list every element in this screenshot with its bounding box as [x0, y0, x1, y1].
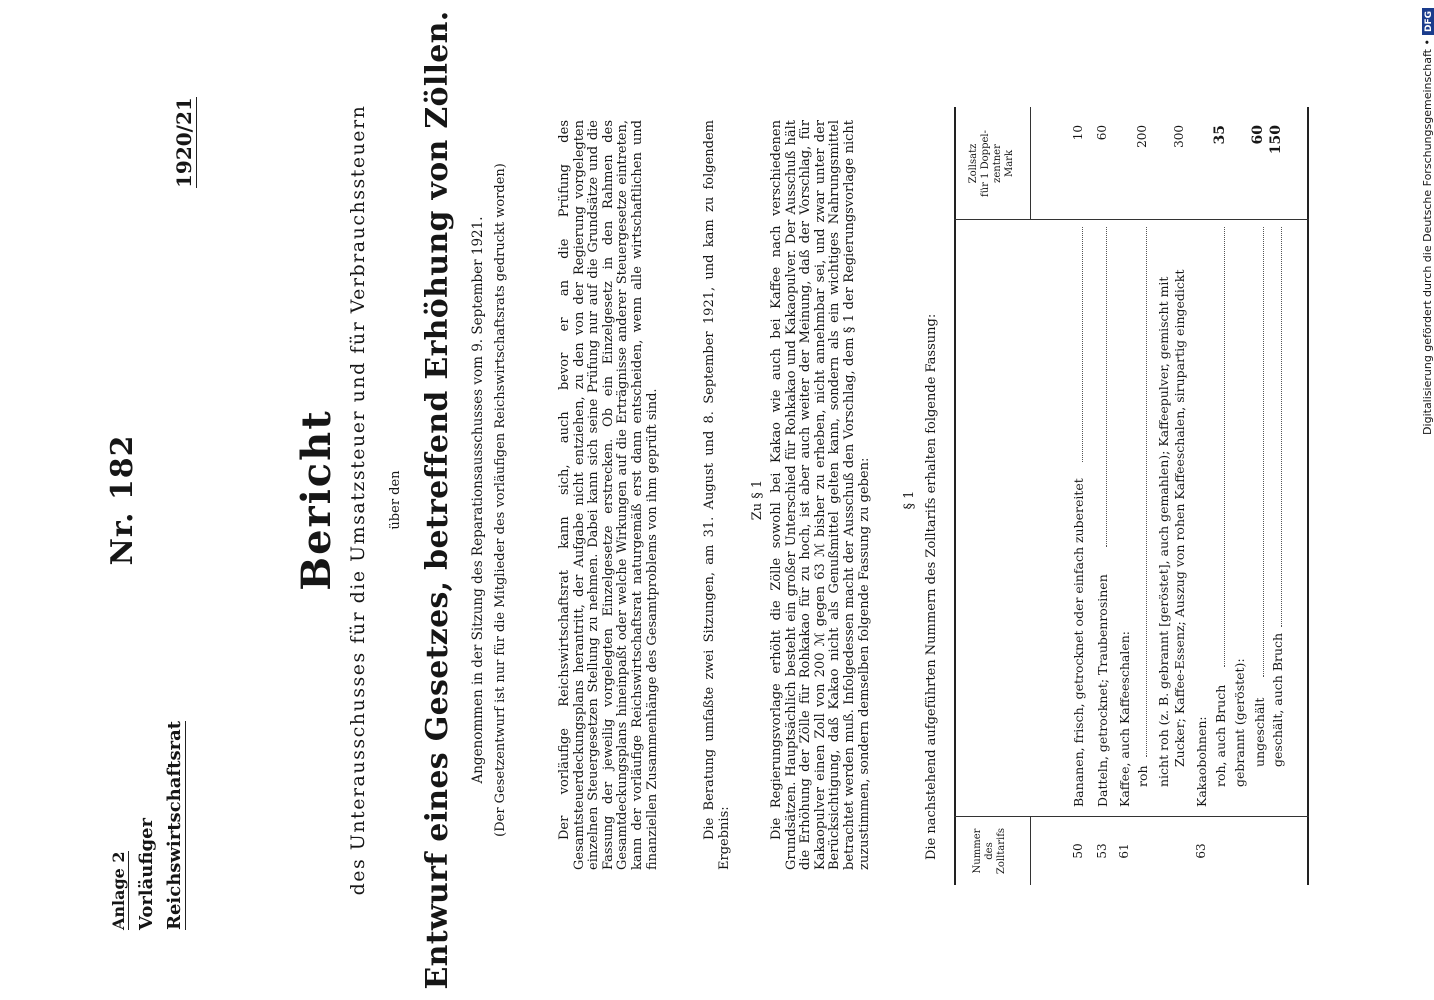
digitization-credit: [1418, 8, 1434, 993]
table-intro: Die nachstehend aufgeführten Nummern des Zolltarifs erhalten folgende Fassung:: [924, 313, 939, 860]
row-label: Datteln, getrocknet; Traubenrosinen: [1095, 574, 1110, 807]
paragraph-3: Die Regierungsvorlage erhöht die Zölle sowohl bei Kakao wie auch bei Kaffee nach verschiedenen Grundsätzen. Hauptsächlich besteht ein großer Unterschied für Rohkakao und Kakaopulver. Der Ausschuß hält die Erhöhung der Zölle für Rohkakao für zu hoch, ist aber auch weiter der Meinung, daß der Vorschlag, für Kakaopulver einen Zoll von 200 ℳ gegen 63 ℳ bisher zu erheben, nicht annehmbar sei, und zwar unter der Berücksichtigung, daß Kakao nicht als Genußmittel gelten kann, sondern als ein wichtiges Nahrungsmittel betrachtet werden muß. Infolgedessen macht der Ausschuß den Vorschlag, dem § 1 der Regierungsvorlage nicht zuzustimmen, sondern demselben folgende Fassung zu geben:: [769, 120, 872, 870]
column-header-zollsatz: [968, 107, 1016, 220]
table-top-rule: [954, 107, 956, 885]
header-line: des: [984, 842, 995, 860]
row-value: 60: [1250, 125, 1266, 145]
row-value: 150: [1268, 125, 1284, 155]
gremium-line2: Reichswirtschaftsrat: [164, 720, 185, 930]
ueber-den: über den: [388, 470, 403, 530]
main-title: Entwurf eines Gesetzes, betreffend Erhöhung von Zöllen.: [420, 10, 455, 990]
row-number: 53: [1095, 843, 1109, 859]
column-header-nummer: [972, 817, 1008, 885]
row-number: 61: [1117, 843, 1131, 859]
row-label: geschält, auch Bruch: [1270, 632, 1285, 767]
row-number: 50: [1071, 843, 1085, 859]
table-header-rule: [1030, 107, 1031, 220]
gremium-line1: Vorläufiger: [136, 818, 157, 930]
anlage-label: Anlage 2: [109, 851, 128, 930]
paragraph-1: Der vorläufige Reichswirtschaftsrat kann sich, auch bevor er an die Prüfung des Gesamtsteuerdeckungsplans herantritt, der Aufgabe nicht entziehen, zu den von der Regierung vorgelegten einzelnen Steuergesetzen Stellung zu nehmen. Dabei kann sich seine Prüfung nur auf die Grundsätze und die Fassung der jeweilig vorgelegten Einzelgesetze erstrecken. Ob ein Einzelgesetz in den Rahmen des Gesamtdeckungsplans hineinpaßt oder welche Wirkungen auf die Erträgnisse anderer Steuergesetze eintreten, kann der vorläufige Reichswirtschaftsrat naturgemäß erst dann entscheiden, wenn alle wirtschaftlichen und finanziellen Zusammenhänge des Gesamtproblems von ihm geprüft sind.: [557, 120, 660, 870]
dfg-logo: DFG: [1422, 8, 1434, 35]
table-bottom-rule: [1307, 107, 1309, 885]
row-label: roh: [1135, 765, 1150, 787]
row-label: Zucker; Kaffee-Essenz; Auszug von rohen Kaffeeschalen, sirupartig eingedickt: [1172, 269, 1187, 767]
table-header-rule: [1030, 817, 1031, 885]
digitization-credit-text: [1418, 8, 1434, 993]
document-number: Nr. 182: [105, 434, 140, 566]
leader-dots: [1263, 227, 1264, 677]
leader-dots: [1146, 227, 1147, 757]
row-label: nicht roh (z. B. gebrannt [geröstet], auch gemahlen); Kaffeepulver, gemischt mit: [1156, 276, 1171, 787]
leader-dots: [1281, 227, 1282, 627]
tariff-table: [954, 107, 1309, 885]
section-heading-zu-s1: Zu § 1: [750, 479, 765, 521]
angenommen-note: Angenommen in der Sitzung des Reparationsausschusses vom 9. September 1921.: [470, 216, 486, 784]
row-value: 10: [1071, 125, 1085, 141]
header-line: zentner: [992, 144, 1003, 183]
gesetzentwurf-note: (Der Gesetzentwurf ist nur für die Mitglieder des vorläufigen Reichswirtschaftsrats gedruckt worden): [493, 163, 508, 837]
header-line: Nummer: [972, 828, 983, 874]
paragraph-2: Die Beratung umfaßte zwei Sitzungen, am 31. August und 8. September 1921, und kam zu folgendem Ergebnis:: [702, 120, 732, 870]
document-year: 1920/21: [172, 97, 196, 188]
row-value: 35: [1212, 125, 1228, 145]
row-label: Kaffee, auch Kaffeeschalen:: [1117, 631, 1132, 807]
header-line: Zolltarifs: [996, 827, 1007, 875]
row-number: 63: [1194, 843, 1208, 859]
row-label: Kakaobohnen:: [1194, 716, 1209, 807]
header-line: Zollsatz: [968, 143, 979, 184]
credit-text: Digitalisierung gefördert durch die Deutsche Forschungsgemeinschaft •: [1421, 39, 1434, 435]
row-value: 200: [1135, 125, 1149, 148]
row-label: gebrannt (geröstet):: [1232, 658, 1247, 787]
leader-dots: [1224, 227, 1225, 667]
leader-dots: [1106, 227, 1107, 547]
section-heading-s1: § 1: [902, 490, 917, 510]
leader-dots: [1082, 227, 1083, 462]
row-label: ungeschält: [1252, 697, 1267, 767]
row-label: Bananen, frisch, getrocknet oder einfach zubereitet: [1071, 478, 1086, 807]
row-value: 300: [1172, 125, 1186, 148]
header-line: Mark: [1004, 149, 1015, 178]
subtitle: des Unterausschusses für die Umsatzsteuer und für Verbrauchssteuern: [347, 104, 369, 896]
row-value: 60: [1095, 125, 1109, 141]
row-label: roh, auch Bruch: [1213, 684, 1228, 787]
title-bericht: Bericht: [293, 409, 340, 591]
header-line: für 1 Doppel-: [980, 130, 991, 197]
